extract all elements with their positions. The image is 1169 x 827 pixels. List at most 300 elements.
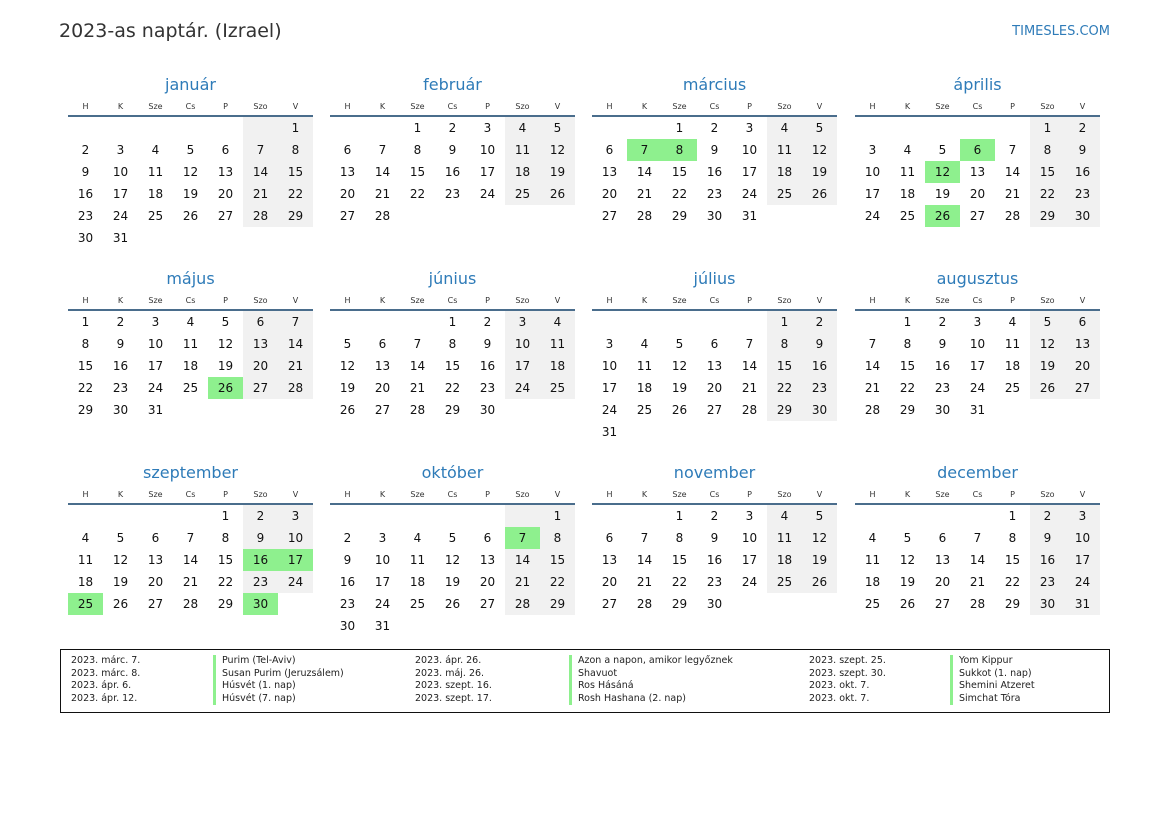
empty-cell	[68, 117, 103, 139]
weekday-header: Szo	[253, 102, 268, 111]
day-cell: 17	[1065, 549, 1100, 571]
month-name: október	[421, 463, 484, 482]
weekday-header: K	[641, 490, 648, 499]
day-cell: 2	[802, 311, 837, 333]
day-cell: 22	[671, 187, 688, 201]
weekday-header: Cs	[185, 102, 196, 111]
day-cell: 27	[374, 403, 391, 417]
day-cell: 2	[1065, 117, 1100, 139]
day-cell: 9	[710, 531, 719, 545]
empty-cell	[592, 117, 627, 139]
day-cell: 30	[479, 403, 496, 417]
holiday-day-cell: 7	[627, 139, 662, 161]
day-cell: 15	[409, 165, 426, 179]
day-cell: 4	[505, 117, 540, 139]
weekday-header: K	[379, 102, 386, 111]
weekday-header: P	[485, 490, 490, 499]
day-cell: 18	[409, 575, 426, 589]
day-cell: 24	[1065, 571, 1100, 593]
empty-cell	[627, 311, 662, 333]
day-cell: 16	[444, 165, 461, 179]
day-cell: 29	[217, 597, 234, 611]
day-cell: 26	[1030, 377, 1065, 399]
day-cell: 19	[802, 549, 837, 571]
day-cell: 6	[343, 143, 352, 157]
day-cell: 21	[278, 355, 313, 377]
day-cell: 29	[444, 403, 461, 417]
day-cell: 23	[112, 381, 129, 395]
day-cell: 12	[1030, 333, 1065, 355]
weekday-header: K	[379, 296, 386, 305]
legend-dates-col-3	[809, 655, 886, 705]
weekday-header: Sze	[148, 102, 163, 111]
day-cell: 11	[1004, 337, 1021, 351]
day-cell: 28	[1004, 209, 1021, 223]
day-cell: 20	[934, 575, 951, 589]
weekday-header: Sze	[935, 296, 950, 305]
weekday-header: H	[82, 296, 89, 305]
day-cell: 19	[934, 187, 951, 201]
weekday-header-row	[592, 291, 837, 311]
day-cell: 3	[483, 121, 492, 135]
weekday-header-row	[592, 485, 837, 505]
day-cell: 27	[601, 597, 618, 611]
day-cell: 21	[1004, 187, 1021, 201]
legend-date: 2023. máj. 26.	[415, 667, 485, 679]
day-cell: 17	[969, 359, 986, 373]
day-cell: 30	[112, 403, 129, 417]
day-cell: 13	[479, 553, 496, 567]
day-cell: 1	[675, 509, 684, 523]
weekday-header: Szo	[515, 102, 530, 111]
weekday-header-row	[330, 485, 575, 505]
weekday-header: P	[747, 490, 752, 499]
day-cell: 6	[605, 143, 614, 157]
day-cell: 2	[710, 121, 719, 135]
month-name: január	[165, 75, 216, 94]
day-cell: 20	[969, 187, 986, 201]
weekday-header-row	[592, 97, 837, 117]
weekday-header: Szo	[253, 296, 268, 305]
day-cell: 11	[899, 165, 916, 179]
day-cell: 26	[899, 597, 916, 611]
legend-holiday: Simchat Tóra	[950, 693, 1035, 706]
weekday-header: V	[816, 490, 823, 499]
weekday-header-row	[855, 485, 1100, 505]
day-cell: 8	[1030, 139, 1065, 161]
day-cell: 21	[741, 381, 758, 395]
day-cell: 30	[802, 399, 837, 421]
day-cell: 25	[767, 571, 802, 593]
empty-cell	[662, 311, 697, 333]
weekday-header: K	[379, 490, 386, 499]
day-cell: 28	[243, 205, 278, 227]
weekday-header: K	[117, 490, 124, 499]
empty-cell	[400, 311, 435, 333]
day-cell: 4	[767, 505, 802, 527]
day-cell: 10	[741, 531, 758, 545]
weekday-header-row	[330, 291, 575, 311]
weekday-header: P	[223, 296, 228, 305]
day-cell: 14	[969, 553, 986, 567]
day-cell: 3	[378, 531, 387, 545]
day-cell: 31	[969, 403, 986, 417]
day-cell: 18	[147, 187, 164, 201]
day-cell: 4	[81, 531, 90, 545]
weekday-header: Szo	[777, 296, 792, 305]
day-cell: 10	[505, 333, 540, 355]
weekday-header: P	[223, 490, 228, 499]
day-grid	[855, 117, 1100, 227]
day-cell: 21	[969, 575, 986, 589]
day-cell: 13	[601, 165, 618, 179]
day-cell: 15	[671, 553, 688, 567]
day-cell: 8	[221, 531, 230, 545]
day-cell: 12	[339, 359, 356, 373]
weekday-header: V	[554, 102, 561, 111]
holiday-day-cell: 26	[208, 377, 243, 399]
day-cell: 4	[903, 143, 912, 157]
day-cell: 8	[448, 337, 457, 351]
month-name: december	[937, 463, 1018, 482]
weekday-header: H	[869, 102, 876, 111]
day-cell: 20	[479, 575, 496, 589]
day-grid	[68, 505, 313, 615]
month-name: március	[682, 75, 747, 94]
day-cell: 19	[444, 575, 461, 589]
day-cell: 17	[864, 187, 881, 201]
day-cell: 13	[339, 165, 356, 179]
empty-cell	[697, 311, 732, 333]
day-cell: 9	[710, 143, 719, 157]
weekday-header: V	[1079, 490, 1086, 499]
legend-date: 2023. szept. 25.	[809, 655, 886, 666]
month-4	[855, 73, 1100, 227]
day-cell: 27	[147, 597, 164, 611]
day-cell: 25	[899, 209, 916, 223]
day-cell: 28	[182, 597, 199, 611]
day-cell: 22	[77, 381, 94, 395]
empty-cell	[330, 505, 365, 527]
legend-holiday: Sukkot (1. nap)	[950, 668, 1035, 681]
weekday-header: V	[292, 102, 299, 111]
day-cell: 17	[112, 187, 129, 201]
day-cell: 18	[540, 355, 575, 377]
empty-cell	[365, 311, 400, 333]
holiday-day-cell: 7	[505, 527, 540, 549]
weekday-header: Sze	[935, 490, 950, 499]
day-cell: 27	[969, 209, 986, 223]
weekday-header: Szo	[777, 490, 792, 499]
empty-cell	[890, 117, 925, 139]
weekday-header: Sze	[672, 296, 687, 305]
day-cell: 2	[81, 143, 90, 157]
day-cell: 25	[505, 183, 540, 205]
day-cell: 1	[903, 315, 912, 329]
day-cell: 8	[413, 143, 422, 157]
day-cell: 17	[741, 165, 758, 179]
day-cell: 22	[278, 183, 313, 205]
day-grid	[330, 117, 575, 227]
day-cell: 14	[864, 359, 881, 373]
day-cell: 26	[339, 403, 356, 417]
day-cell: 14	[636, 553, 653, 567]
day-cell: 11	[864, 553, 881, 567]
day-cell: 16	[77, 187, 94, 201]
day-cell: 1	[81, 315, 90, 329]
legend-holiday: Purim (Tel-Aviv)	[213, 655, 344, 668]
legend-date: 2023. szept. 30.	[809, 667, 886, 679]
month-11	[592, 461, 837, 615]
day-cell: 22	[1030, 183, 1065, 205]
day-cell: 30	[934, 403, 951, 417]
day-cell: 23	[802, 377, 837, 399]
day-cell: 24	[864, 209, 881, 223]
day-cell: 29	[540, 593, 575, 615]
day-cell: 24	[969, 381, 986, 395]
day-cell: 7	[868, 337, 877, 351]
day-cell: 1	[221, 509, 230, 523]
empty-cell	[138, 117, 173, 139]
legend-holiday: Húsvét (1. nap)	[213, 680, 344, 693]
day-cell: 15	[444, 359, 461, 373]
day-cell: 20	[339, 187, 356, 201]
day-cell: 13	[243, 333, 278, 355]
empty-cell	[103, 505, 138, 527]
weekday-header: K	[117, 296, 124, 305]
legend-holiday: Azon a napon, amikor legyőznek	[569, 655, 733, 668]
day-cell: 12	[217, 337, 234, 351]
month-name: február	[423, 75, 482, 94]
day-cell: 14	[1004, 165, 1021, 179]
day-cell: 10	[147, 337, 164, 351]
day-cell: 9	[243, 527, 278, 549]
empty-cell	[68, 505, 103, 527]
day-cell: 18	[505, 161, 540, 183]
weekday-header: Cs	[972, 102, 983, 111]
day-cell: 31	[1065, 593, 1100, 615]
weekday-header: Sze	[148, 296, 163, 305]
day-cell: 7	[378, 143, 387, 157]
day-cell: 11	[636, 359, 653, 373]
weekday-header: Cs	[447, 296, 458, 305]
day-cell: 16	[934, 359, 951, 373]
weekday-header-row	[330, 97, 575, 117]
day-cell: 19	[671, 381, 688, 395]
day-cell: 1	[448, 315, 457, 329]
weekday-header: K	[904, 102, 911, 111]
month-10	[330, 461, 575, 637]
month-name: június	[428, 269, 477, 288]
day-cell: 4	[413, 531, 422, 545]
day-grid	[330, 505, 575, 637]
day-cell: 16	[479, 359, 496, 373]
day-cell: 18	[864, 575, 881, 589]
weekday-header-row	[68, 291, 313, 311]
day-cell: 17	[601, 381, 618, 395]
day-cell: 30	[1030, 593, 1065, 615]
day-cell: 6	[378, 337, 387, 351]
day-cell: 25	[864, 597, 881, 611]
day-cell: 24	[741, 187, 758, 201]
day-cell: 25	[182, 381, 199, 395]
weekday-header: V	[816, 296, 823, 305]
weekday-header: Sze	[672, 490, 687, 499]
day-cell: 22	[899, 381, 916, 395]
day-cell: 17	[741, 553, 758, 567]
weekday-header: K	[117, 102, 124, 111]
day-cell: 8	[903, 337, 912, 351]
day-cell: 27	[934, 597, 951, 611]
weekday-header: Szo	[515, 296, 530, 305]
day-cell: 31	[112, 231, 129, 245]
day-cell: 12	[444, 553, 461, 567]
day-grid	[68, 311, 313, 421]
day-cell: 22	[409, 187, 426, 201]
weekday-header: K	[641, 102, 648, 111]
day-cell: 8	[540, 527, 575, 549]
day-cell: 10	[1065, 527, 1100, 549]
weekday-header: H	[606, 490, 613, 499]
weekday-header: Szo	[515, 490, 530, 499]
weekday-header: V	[292, 296, 299, 305]
legend-date: 2023. okt. 7.	[809, 692, 870, 704]
day-cell: 24	[741, 575, 758, 589]
weekday-header: Cs	[447, 102, 458, 111]
day-cell: 1	[540, 505, 575, 527]
weekday-header: H	[344, 102, 351, 111]
month-6	[330, 267, 575, 421]
day-cell: 15	[899, 359, 916, 373]
day-cell: 6	[221, 143, 230, 157]
day-cell: 2	[938, 315, 947, 329]
legend-holiday: Ros Hásáná	[569, 680, 733, 693]
day-cell: 26	[802, 183, 837, 205]
weekday-header: Cs	[709, 296, 720, 305]
legend-names-col-1	[213, 655, 344, 705]
weekday-header: Sze	[935, 102, 950, 111]
day-cell: 29	[899, 403, 916, 417]
day-cell: 11	[540, 333, 575, 355]
day-cell: 24	[479, 187, 496, 201]
day-cell: 26	[182, 209, 199, 223]
weekday-header: Sze	[672, 102, 687, 111]
day-cell: 4	[186, 315, 195, 329]
empty-cell	[400, 505, 435, 527]
legend-date: 2023. ápr. 12.	[71, 692, 138, 704]
day-cell: 6	[243, 311, 278, 333]
day-cell: 8	[675, 531, 684, 545]
day-cell: 13	[601, 553, 618, 567]
day-cell: 7	[413, 337, 422, 351]
day-cell: 14	[409, 359, 426, 373]
day-cell: 26	[112, 597, 129, 611]
day-cell: 27	[217, 209, 234, 223]
day-cell: 15	[77, 359, 94, 373]
day-cell: 5	[675, 337, 684, 351]
day-cell: 11	[182, 337, 199, 351]
day-cell: 1	[675, 121, 684, 135]
day-cell: 22	[444, 381, 461, 395]
month-name: augusztus	[936, 269, 1019, 288]
day-cell: 5	[221, 315, 230, 329]
month-5	[68, 267, 313, 421]
day-cell: 15	[1004, 553, 1021, 567]
day-cell: 15	[540, 549, 575, 571]
day-cell: 20	[1065, 355, 1100, 377]
holiday-day-cell: 17	[278, 549, 313, 571]
day-cell: 5	[802, 117, 837, 139]
day-cell: 3	[1065, 505, 1100, 527]
day-cell: 16	[112, 359, 129, 373]
day-cell: 22	[767, 377, 802, 399]
holiday-day-cell: 8	[662, 139, 697, 161]
weekday-header: H	[344, 296, 351, 305]
day-cell: 10	[741, 143, 758, 157]
month-name: május	[166, 269, 215, 288]
legend-date: 2023. szept. 17.	[415, 692, 492, 704]
day-cell: 10	[278, 527, 313, 549]
month-7	[592, 267, 837, 443]
day-cell: 9	[343, 553, 352, 567]
day-cell: 27	[1065, 377, 1100, 399]
empty-cell	[330, 117, 365, 139]
day-cell: 8	[1008, 531, 1017, 545]
day-cell: 16	[706, 553, 723, 567]
day-grid	[855, 505, 1100, 615]
day-cell: 24	[505, 377, 540, 399]
day-cell: 27	[339, 209, 356, 223]
empty-cell	[173, 117, 208, 139]
day-cell: 19	[899, 575, 916, 589]
day-cell: 26	[540, 183, 575, 205]
day-cell: 31	[374, 619, 391, 633]
empty-cell	[960, 117, 995, 139]
day-grid	[68, 117, 313, 249]
day-cell: 25	[147, 209, 164, 223]
day-cell: 26	[802, 571, 837, 593]
month-name: szeptember	[142, 463, 238, 482]
day-cell: 21	[636, 187, 653, 201]
day-cell: 19	[1030, 355, 1065, 377]
day-cell: 1	[278, 117, 313, 139]
day-cell: 22	[217, 575, 234, 589]
brand-link[interactable]: TIMESLES.COM	[1012, 24, 1110, 39]
day-cell: 3	[116, 143, 125, 157]
day-cell: 9	[938, 337, 947, 351]
empty-cell	[138, 505, 173, 527]
legend-holiday: Húsvét (7. nap)	[213, 693, 344, 706]
day-cell: 5	[116, 531, 125, 545]
empty-cell	[103, 117, 138, 139]
day-cell: 3	[151, 315, 160, 329]
weekday-header-row	[855, 97, 1100, 117]
holiday-day-cell: 6	[960, 139, 995, 161]
legend-names-col-2	[569, 655, 733, 705]
day-cell: 15	[767, 355, 802, 377]
day-cell: 19	[217, 359, 234, 373]
day-cell: 18	[767, 549, 802, 571]
day-cell: 20	[706, 381, 723, 395]
day-cell: 4	[767, 117, 802, 139]
day-cell: 19	[802, 161, 837, 183]
month-name: november	[673, 463, 756, 482]
day-cell: 4	[640, 337, 649, 351]
day-cell: 15	[217, 553, 234, 567]
day-cell: 4	[868, 531, 877, 545]
day-cell: 14	[636, 165, 653, 179]
day-cell: 14	[505, 549, 540, 571]
